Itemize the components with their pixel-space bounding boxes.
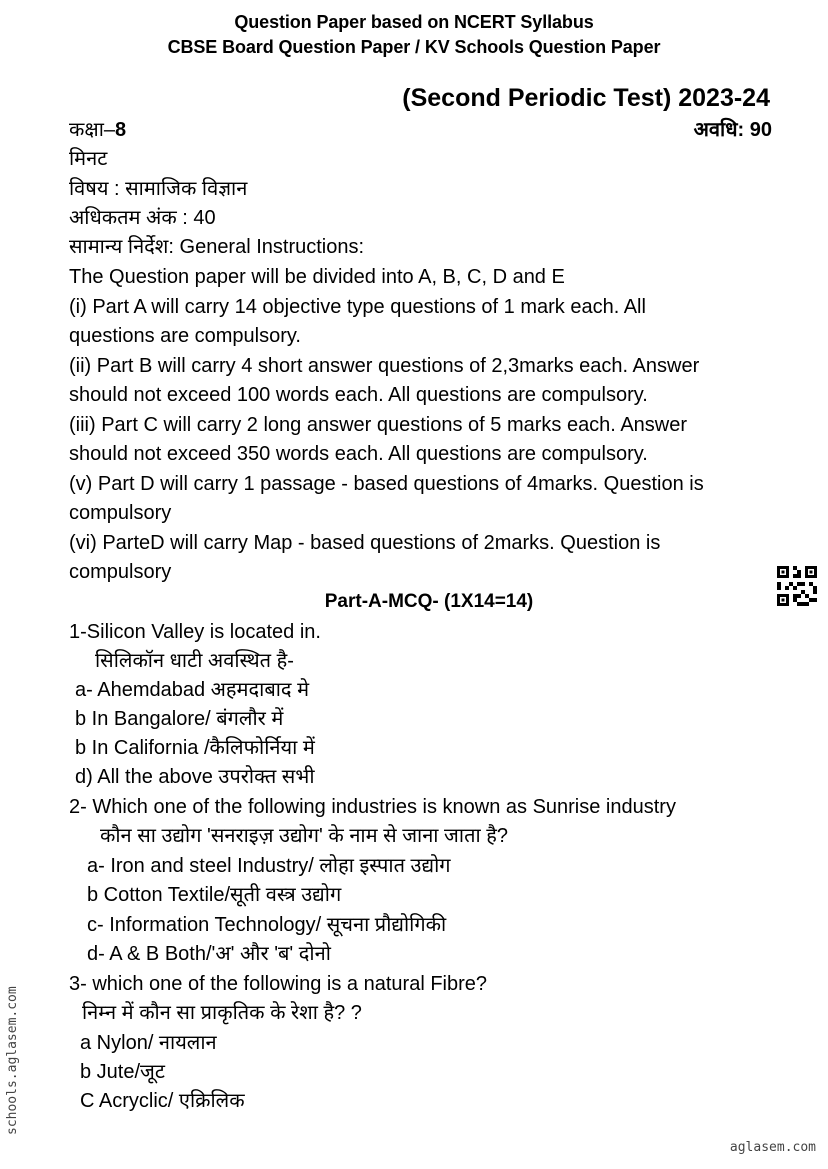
instruction-line: (vi) ParteD will carry Map - based questions of 2marks. Question is [69,532,661,554]
class-label: कक्षा– [69,119,116,141]
question-2-option: d- A & B Both/'अ' और 'ब' दोनो [87,943,331,965]
question-1-hindi: सिलिकॉन धाटी अवस्थित है- [95,650,294,672]
header-syllabus: Question Paper based on NCERT Syllabus [234,12,594,32]
class-value: 8 [115,119,127,141]
subject-line: विषय : सामाजिक विज्ञान [69,178,248,200]
class-line [69,118,126,142]
question-3-hindi: निम्न में कौन सा प्राकृतिक के रेशा है? ? [82,1002,362,1024]
question-1: 1-Silicon Valley is located in. [69,621,321,643]
instruction-line: (i) Part A will carry 14 objective type questions of 1 mark each. All [69,296,646,318]
instructions-heading: सामान्य निर्देश: General Instructions: [69,236,365,258]
instruction-line: should not exceed 100 words each. All questions are compulsory. [69,384,648,406]
max-marks-line: अधिकतम अंक : 40 [69,207,216,229]
question-1-option: b In California /कैलिफोर्निया में [75,737,315,759]
footer-watermark: aglasem.com [729,1140,816,1155]
question-2: 2- Which one of the following industries is known as Sunrise industry [69,796,676,818]
question-3-option: C Acryclic/ एक्रिलिक [80,1090,245,1112]
qr-code-icon [777,566,817,606]
instruction-line: compulsory [69,561,172,583]
instruction-line: (iii) Part C will carry 2 long answer questions of 5 marks each. Answer [69,414,688,436]
instruction-line: (ii) Part B will carry 4 short answer questions of 2,3marks each. Answer [69,355,700,377]
question-2-option: b Cotton Textile/सूती वस्त्र उद्योग [87,884,342,906]
header-board: CBSE Board Question Paper / KV Schools Question Paper [167,37,661,57]
instruction-line: should not exceed 350 words each. All questions are compulsory. [69,443,648,465]
question-3: 3- which one of the following is a natural Fibre? [69,973,488,995]
duration-label: अवधि: [693,119,750,141]
question-2-option: c- Information Technology/ सूचना प्रौद्योगिकी [87,914,447,936]
question-1-option: b In Bangalore/ बंगलौर में [75,708,284,730]
instruction-line: (v) Part D will carry 1 passage - based questions of 4marks. Question is [69,473,704,495]
question-3-option: a Nylon/ नायलान [80,1032,217,1054]
question-3-option: b Jute/जूट [80,1061,165,1083]
duration-unit: मिनट [69,148,108,170]
question-1-option: d) All the above उपरोक्त सभी [75,766,315,788]
side-watermark: schools.aglasem.com [5,986,20,1135]
question-1-option: a- Ahemdabad अहमदाबाद मे [75,679,310,701]
duration-value: 90 [749,119,772,141]
question-2-hindi: कौन सा उद्योग 'सनराइज़ उद्योग' के नाम से जाना जाता है? [100,825,508,847]
part-a-heading: Part-A-MCQ- (1X14=14) [324,591,534,612]
duration-line [694,118,772,142]
paper-title: (Second Periodic Test) 2023-24 [402,84,770,112]
instruction-line: compulsory [69,502,172,524]
instruction-line: questions are compulsory. [69,325,301,347]
question-2-option: a- Iron and steel Industry/ लोहा इस्पात उद्योग [87,855,451,877]
instruction-line: The Question paper will be divided into A, B, C, D and E [69,266,565,288]
